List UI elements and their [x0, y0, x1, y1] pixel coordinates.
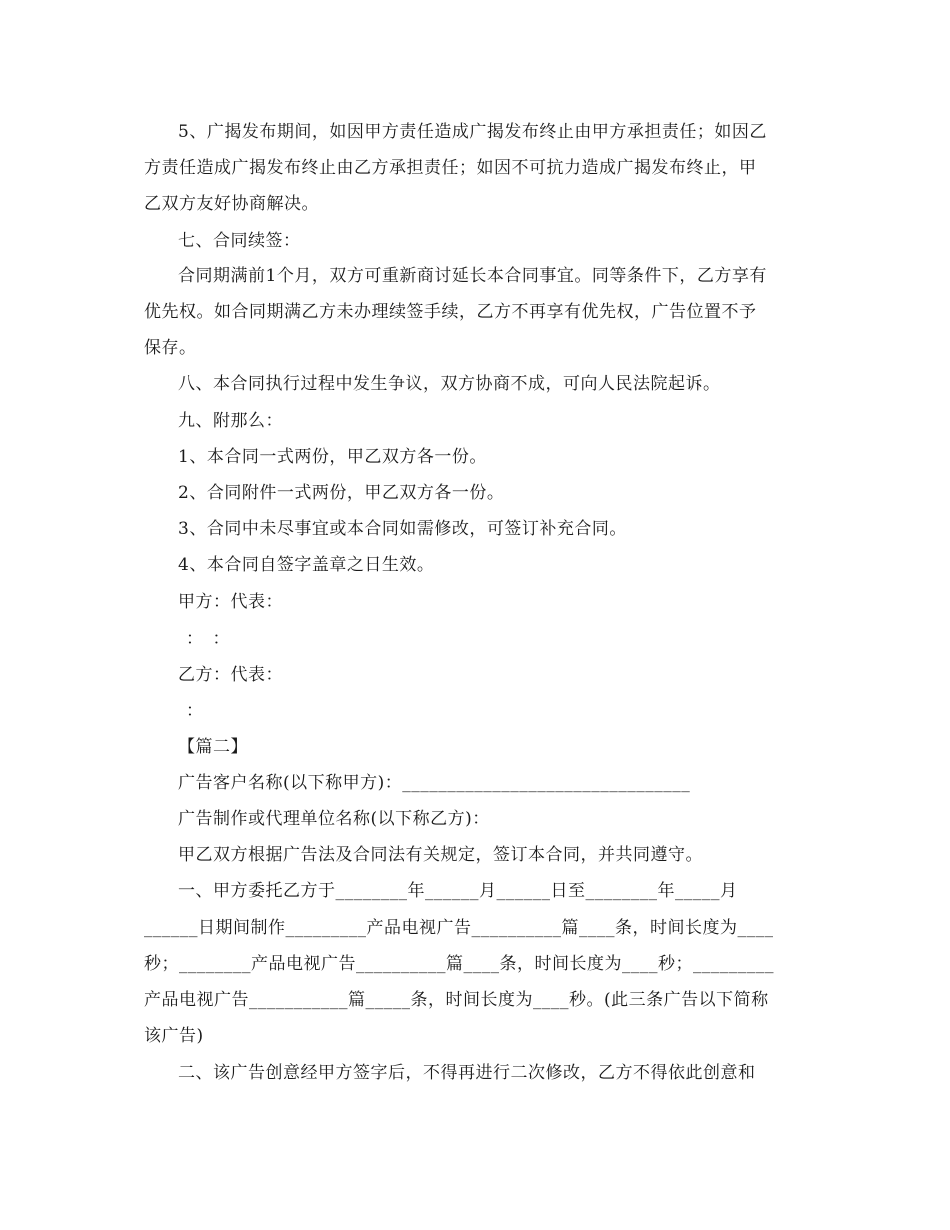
paragraph-line: 乙双方友好协商解决。: [144, 194, 319, 214]
signature-colons: ： ：: [186, 629, 230, 649]
signature-party-a: 甲方：代表：: [178, 592, 283, 612]
list-item: 1、本合同一式两份，甲乙双方各一份。: [178, 447, 487, 467]
paragraph-line: 该广告): [144, 1026, 204, 1046]
paragraph-line: 方责任造成广揭发布终止由乙方承担责任；如因不可抗力造成广揭发布终止，甲: [144, 158, 757, 178]
paragraph-line: ______日期间制作_________产品电视广告__________篇____条，时间长度为____: [144, 918, 774, 938]
paragraph-line: 保存。: [144, 338, 197, 358]
signature-party-b: 乙方：代表：: [178, 665, 283, 685]
signature-colon: ：: [186, 701, 204, 721]
list-item: 4、本合同自签字盖章之日生效。: [178, 555, 435, 575]
paragraph-line: 优先权。如合同期满乙方未办理续签手续，乙方不再享有优先权，广告位置不予: [144, 302, 757, 322]
list-item: 2、合同附件一式两份，甲乙双方各一份。: [178, 483, 505, 503]
paragraph-line: 秒；________产品电视广告__________篇____条，时间长度为____秒；_________: [144, 954, 774, 974]
section-heading: 九、附那么：: [178, 411, 283, 431]
paragraph-line: 甲乙双方根据广告法及合同法有关规定，签订本合同，并共同遵守。: [178, 845, 703, 865]
section-heading: 七、合同续签：: [178, 231, 301, 251]
paragraph-line: 5、广揭发布期间，如因甲方责任造成广揭发布终止由甲方承担责任；如因乙: [178, 122, 767, 142]
list-item: 3、合同中未尽事宜或本合同如需修改，可签订补充合同。: [178, 519, 627, 539]
paragraph-line: 一、甲方委托乙方于________年______月______日至________年_____月: [178, 881, 738, 901]
paragraph-line: 八、本合同执行过程中发生争议，双方协商不成，可向人民法院起诉。: [178, 374, 721, 394]
paragraph-line: 合同期满前1个月，双方可重新商讨延长本合同事宜。同等条件下，乙方享有: [178, 266, 767, 286]
form-field-line: 广告制作或代理单位名称(以下称乙方)：: [178, 809, 490, 829]
paragraph-line: 产品电视广告___________篇_____条，时间长度为____秒。(此三条广告以下简称: [144, 990, 769, 1010]
section-title: 【篇二】: [178, 737, 248, 757]
form-field-line: 广告客户名称(以下称甲方)：________________________________: [178, 773, 691, 793]
paragraph-line: 二、该广告创意经甲方签字后，不得再进行二次修改，乙方不得依此创意和: [178, 1063, 756, 1083]
